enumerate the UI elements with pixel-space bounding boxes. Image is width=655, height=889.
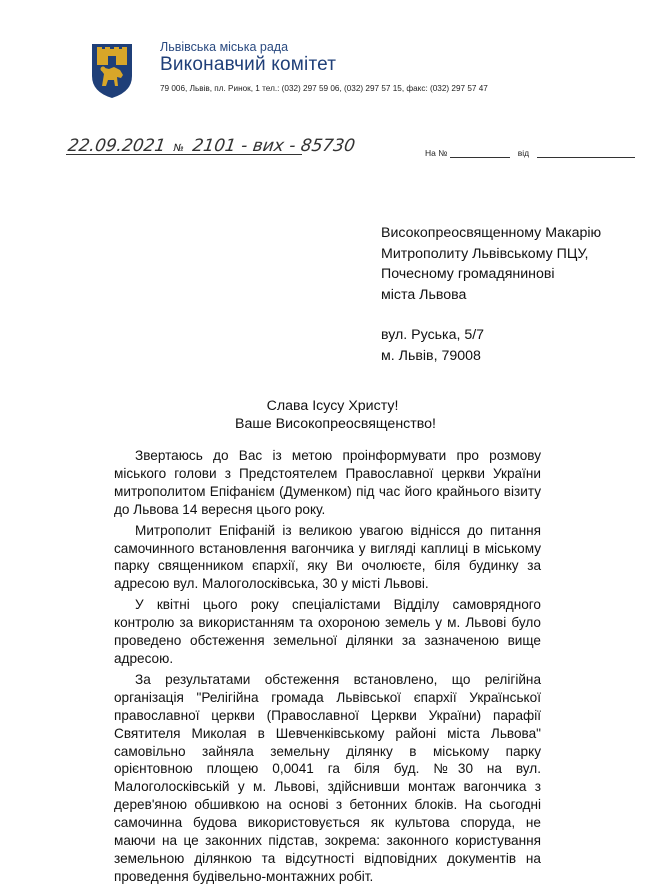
body-paragraph: У квітні цього року спеціалістами Відділу самоврядного контролю за використанням та охороною земель у м. Львові було проведено обстеження земельної ділянки за зазначеною вище адресою. [114, 597, 541, 666]
ref-number-blank [450, 157, 510, 158]
addressee-line: міста Львова [381, 286, 467, 303]
addressee-line: Високопреосвященному Макарію [381, 225, 602, 241]
committee-name: Виконавчий комітет [160, 54, 337, 75]
body-paragraph: Митрополит Епіфаній із великою увагою віднісся до питання самочинного встановлення вагончика у вигляді каплиці в міському парку священником єпархії, яку Ви очолюєте, біля будинку за адресою вул. Малоголосківська, 30 у місті Львові. [114, 522, 541, 592]
addressee-block [381, 223, 601, 366]
registration-line [67, 136, 357, 156]
ref-date-blank [537, 157, 635, 158]
ref-number-label: На № [425, 148, 448, 158]
addressee-gap [381, 305, 601, 325]
number-sign: № [172, 143, 185, 154]
addressee-street: вул. Руська, 5/7 [381, 327, 485, 343]
council-name: Львівська міська рада [160, 40, 289, 54]
addressee-city: м. Львів, 79008 [381, 347, 481, 364]
registration-number: 2101 - вих - 85730 [191, 136, 357, 156]
registration-underline [66, 154, 302, 155]
addressee-line: Митрополиту Львівському ПЦУ, [381, 245, 589, 262]
reference-line [425, 148, 635, 158]
greeting-line-2: Ваше Високопреосвященство! [235, 416, 436, 432]
ref-from-label: від [517, 148, 530, 158]
addressee-line: Почесному громадянинові [381, 266, 555, 282]
registration-date: 22.09.2021 [66, 136, 167, 156]
greeting-line-1: Слава Ісусу Христу! [266, 398, 399, 414]
body-paragraph: За результатами обстеження встановлено, що релігійна організація "Релігійна громада Львівської єпархії Української православної церкви (Православної Церкви України) парафії Святителя Миколая в Шевченківському районі міста Львова" самовільно зайняла земельну ділянку в міському парку орієнтовною площею 0,0041 га біля буд. №30 на вул. Малоголосківській у м. Львові, здійснивши монтаж вагончика з дерев'яною обшивкою на основі з бетонних блоків. На сьогодні самочинна будова використовується як культова споруда, не маючи на це законних підстав, зокрема: законного користування земельною ділянкою та відсутності відповідних документів на проведення будівельно-монтажних робіт. [114, 671, 541, 884]
letterhead-address: 79 006, Львів, пл. Ринок, 1 тел.: (032) 297 59 06, (032) 297 57 15, факс: (032) 297 57 47 [160, 84, 488, 93]
lviv-coat-of-arms-icon [90, 42, 134, 100]
letter-body [114, 447, 541, 889]
body-paragraph: Звертаюсь до Вас із метою проінформувати про розмову міського голови з Предстоятелем Православної церкви України митрополитом Епіфанієм (Думенком) під час його крайнього візиту до Львова 14 вересня цього року. [114, 448, 541, 517]
